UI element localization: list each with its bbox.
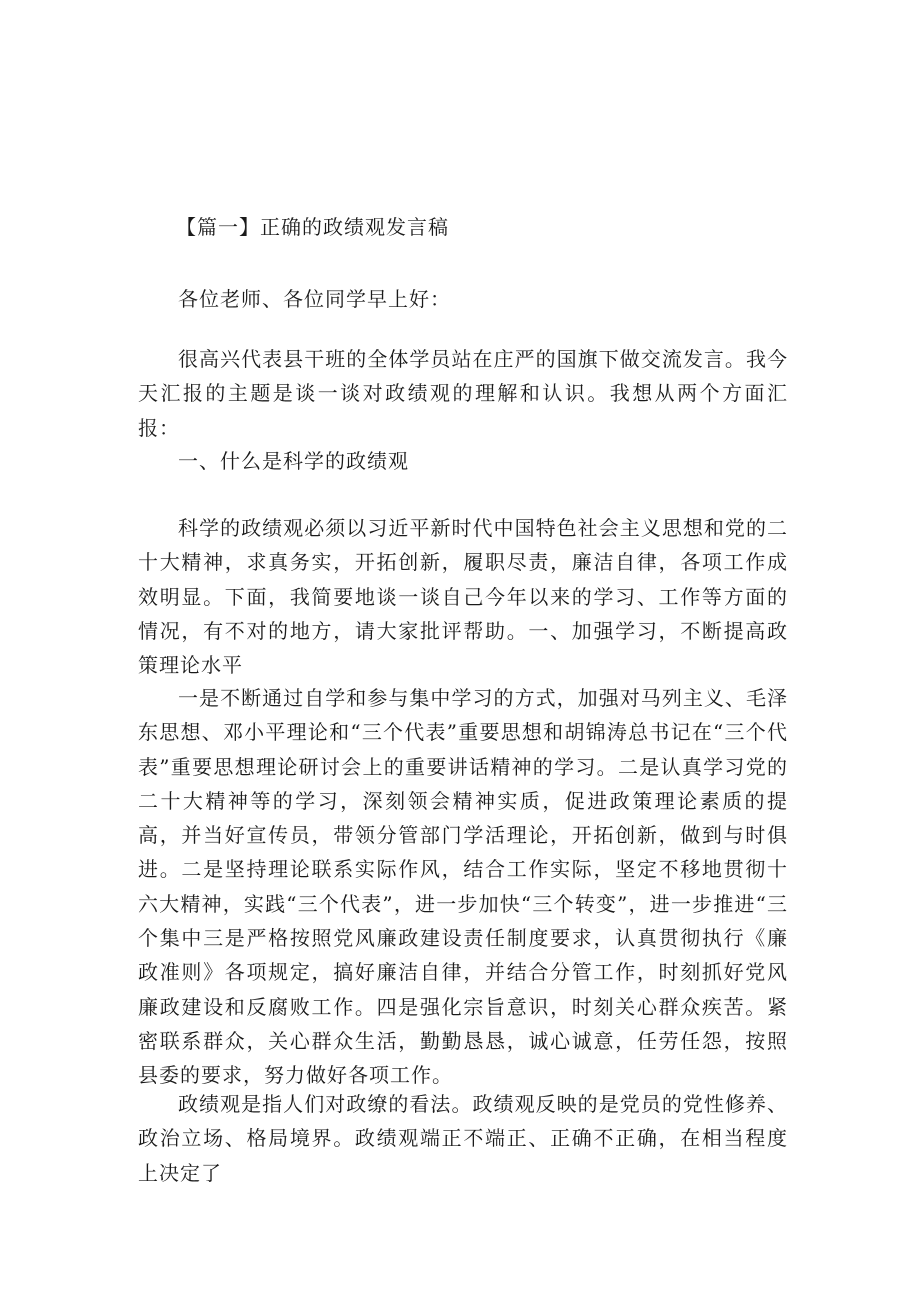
- performance-view-paragraph: 政绩观是指人们对政缭的看法。政绩观反映的是党员的党性修养、政治立场、格局境界。政绩观端正不端正、正确不正确，在相当程度上决定了: [138, 1092, 788, 1185]
- section-heading-paragraph: 一、什么是科学的政绩观: [178, 449, 409, 473]
- study-paragraph: 一是不断通过自学和参与集中学习的方式，加强对马列主义、毛泽东思想、邓小平理论和“三个代表”重要思想和胡锦涛总书记在“三个代表”重要思想理论研讨会上的重要讲话精神的学习。二是认真学习党的二十大精神等的学习，深刻领会精神实质，促进政策理论素质的提高，并当好宣传员，带领分管部门学活理论，开拓创新，做到与时俱进。二是坚持理论联系实际作风，结合工作实际，坚定不移地贯彻十六大精神，实践“三个代表”，进一步加快“三个转变”，进一步推进“三个集中三是严格按照党风廉政建设责任制度要求，认真贯彻执行《廉政准则》各项规定，搞好廉洁自律，并结合分管工作，时刻抓好党风廉政建设和反腐败工作。四是强化宗旨意识，时刻关心群众疾苦。紧密联系群众，关心群众生活，勤勤恳恳，诚心诚意，任劳任怨，按照县委的要求，努力做好各项工作。: [138, 686, 788, 1088]
- document-heading: 【篇一】正确的政绩观发言稿: [176, 215, 449, 239]
- greeting-paragraph: 各位老师、各位同学早上好：: [178, 287, 451, 311]
- intro-paragraph: 很高兴代表县干班的全体学员站在庄严的国旗下做交流发言。我今天汇报的主题是谈一谈对政绩观的理解和认识。我想从两个方面汇报：: [138, 347, 788, 440]
- scientific-view-paragraph: 科学的政绩观必须以习近平新时代中国特色社会主义思想和党的二十大精神，求真务实，开拓创新，履职尽责，廉洁自律，各项工作成效明显。下面，我简要地谈一谈自己今年以来的学习、工作等方面的情况，有不对的地方，请大家批评帮助。一、加强学习，不断提高政策理论水平: [138, 516, 788, 678]
